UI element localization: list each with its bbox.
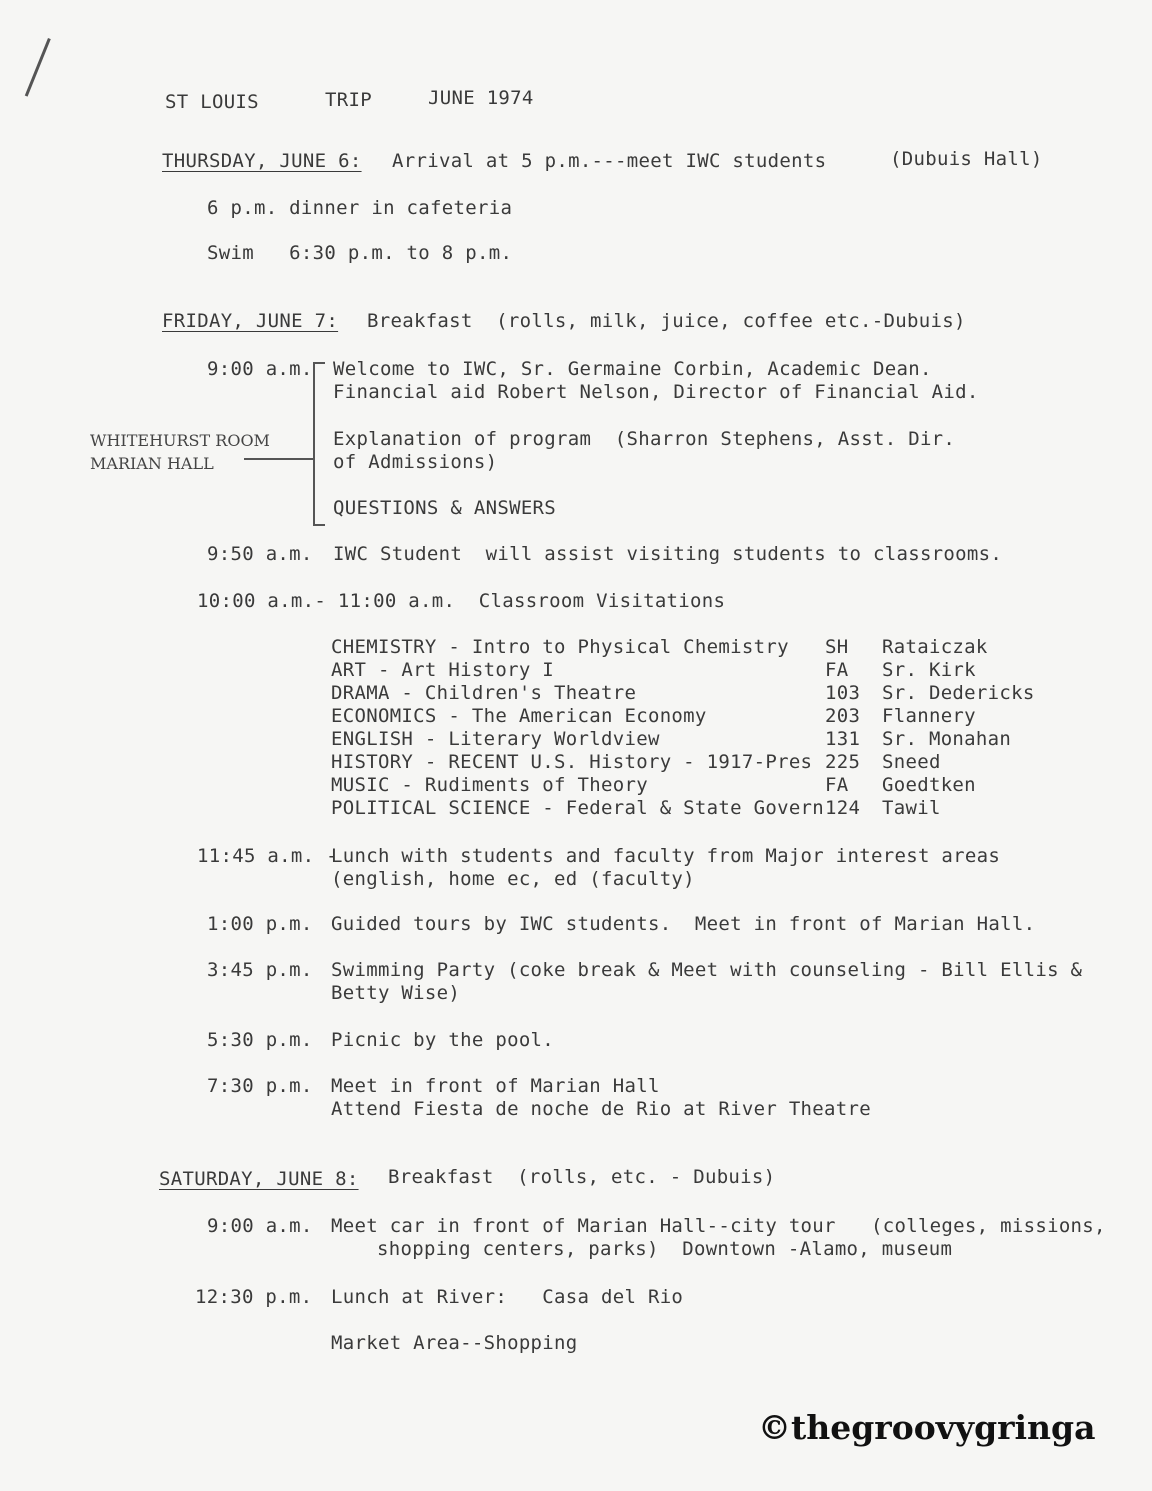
thursday-arrival: Arrival at 5 p.m.---meet IWC students [392,150,827,172]
class-course: MUSIC - Rudiments of Theory [331,774,648,796]
class-teacher: Flannery [882,705,976,727]
handwritten-slash-mark [25,38,51,97]
class-room: 203 [825,705,861,727]
saturday-day: SATURDAY, JUNE 8: [159,1168,359,1190]
class-course: ART - Art History I [331,659,555,681]
friday-time-900: 9:00 a.m. [207,358,313,380]
header-trip: TRIP [325,89,372,111]
friday-tours: Guided tours by IWC students. Meet in front of Marian Hall. [331,913,1036,935]
thursday-swim: Swim 6:30 p.m. to 8 p.m. [207,242,513,264]
friday-picnic: Picnic by the pool. [331,1029,555,1051]
friday-swim-line1: Swimming Party (coke break & Meet with counseling - Bill Ellis & [331,959,1083,981]
thursday-location: (Dubuis Hall) [890,148,1043,170]
class-course: CHEMISTRY - Intro to Physical Chemistry [331,636,789,658]
header-date: JUNE 1974 [428,87,534,109]
friday-time-1145: 11:45 a.m. - [197,845,338,867]
class-room: 124 [825,797,861,819]
saturday-tour-line1: Meet car in front of Marian Hall--city tour (colleges, missions, [331,1215,1106,1237]
saturday-market: Market Area--Shopping [331,1332,578,1354]
friday-explanation-line2: of Admissions) [333,451,498,473]
friday-meet-line2: Attend Fiesta de noche de Rio at River Theatre [331,1098,871,1120]
class-room: 131 [825,728,861,750]
class-room: 225 [825,751,861,773]
side-room-name: WHITEHURST ROOM [90,431,270,450]
friday-welcome-line2: Financial aid Robert Nelson, Director of Financial Aid. [333,381,979,403]
bracket [313,362,325,526]
friday-lunch-line1: Lunch with students and faculty from Major interest areas [331,845,1001,867]
class-room: SH [825,636,849,658]
class-course: ECONOMICS - The American Economy [331,705,707,727]
friday-time-100: 1:00 p.m. [207,913,313,935]
saturday-time-1230: 12:30 p.m. [195,1286,313,1308]
thursday-dinner: 6 p.m. dinner in cafeteria [207,197,513,219]
class-course: POLITICAL SCIENCE - Federal & State Govern [331,797,825,819]
class-teacher: Sneed [882,751,941,773]
saturday-tour-line2: shopping centers, parks) Downtown -Alamo, museum [377,1238,953,1260]
friday-lunch-line2: (english, home ec, ed (faculty) [331,868,695,890]
friday-swim-line2: Betty Wise) [331,982,461,1004]
thursday-day: THURSDAY, JUNE 6: [162,150,362,172]
saturday-time-900: 9:00 a.m. [207,1215,313,1237]
side-hall-name: MARIAN HALL [90,454,214,473]
class-teacher: Rataiczak [882,636,988,658]
friday-assist: IWC Student will assist visiting students to classrooms. [333,543,1003,565]
bracket-pointer-line [244,458,314,460]
class-course: HISTORY - RECENT U.S. History - 1917-Pres [331,751,813,773]
saturday-breakfast: Breakfast (rolls, etc. - Dubuis) [388,1166,776,1188]
friday-classroom-visitations: 10:00 a.m.- 11:00 a.m. Classroom Visitations [197,590,726,612]
class-teacher: Sr. Kirk [882,659,976,681]
friday-questions: QUESTIONS & ANSWERS [333,497,557,519]
class-teacher: Sr. Monahan [882,728,1012,750]
friday-explanation-line1: Explanation of program (Sharron Stephens, Asst. Dir. [333,428,956,450]
friday-time-730: 7:30 p.m. [207,1075,313,1097]
saturday-lunch: Lunch at River: Casa del Rio [331,1286,684,1308]
class-room: FA [825,659,849,681]
friday-meet-line1: Meet in front of Marian Hall [331,1075,660,1097]
class-course: ENGLISH - Literary Worldview [331,728,660,750]
class-room: 103 [825,682,861,704]
watermark: ©thegroovygringa [758,1408,1096,1447]
friday-day: FRIDAY, JUNE 7: [162,310,339,332]
class-room: FA [825,774,849,796]
class-teacher: Sr. Dedericks [882,682,1035,704]
class-teacher: Tawil [882,797,941,819]
friday-time-530: 5:30 p.m. [207,1029,313,1051]
friday-time-950: 9:50 a.m. [207,543,313,565]
friday-time-345: 3:45 p.m. [207,959,313,981]
friday-welcome-line1: Welcome to IWC, Sr. Germaine Corbin, Academic Dean. [333,358,932,380]
class-teacher: Goedtken [882,774,976,796]
friday-breakfast: Breakfast (rolls, milk, juice, coffee etc.-Dubuis) [367,310,966,332]
class-course: DRAMA - Children's Theatre [331,682,637,704]
header-city: ST LOUIS [165,91,259,113]
